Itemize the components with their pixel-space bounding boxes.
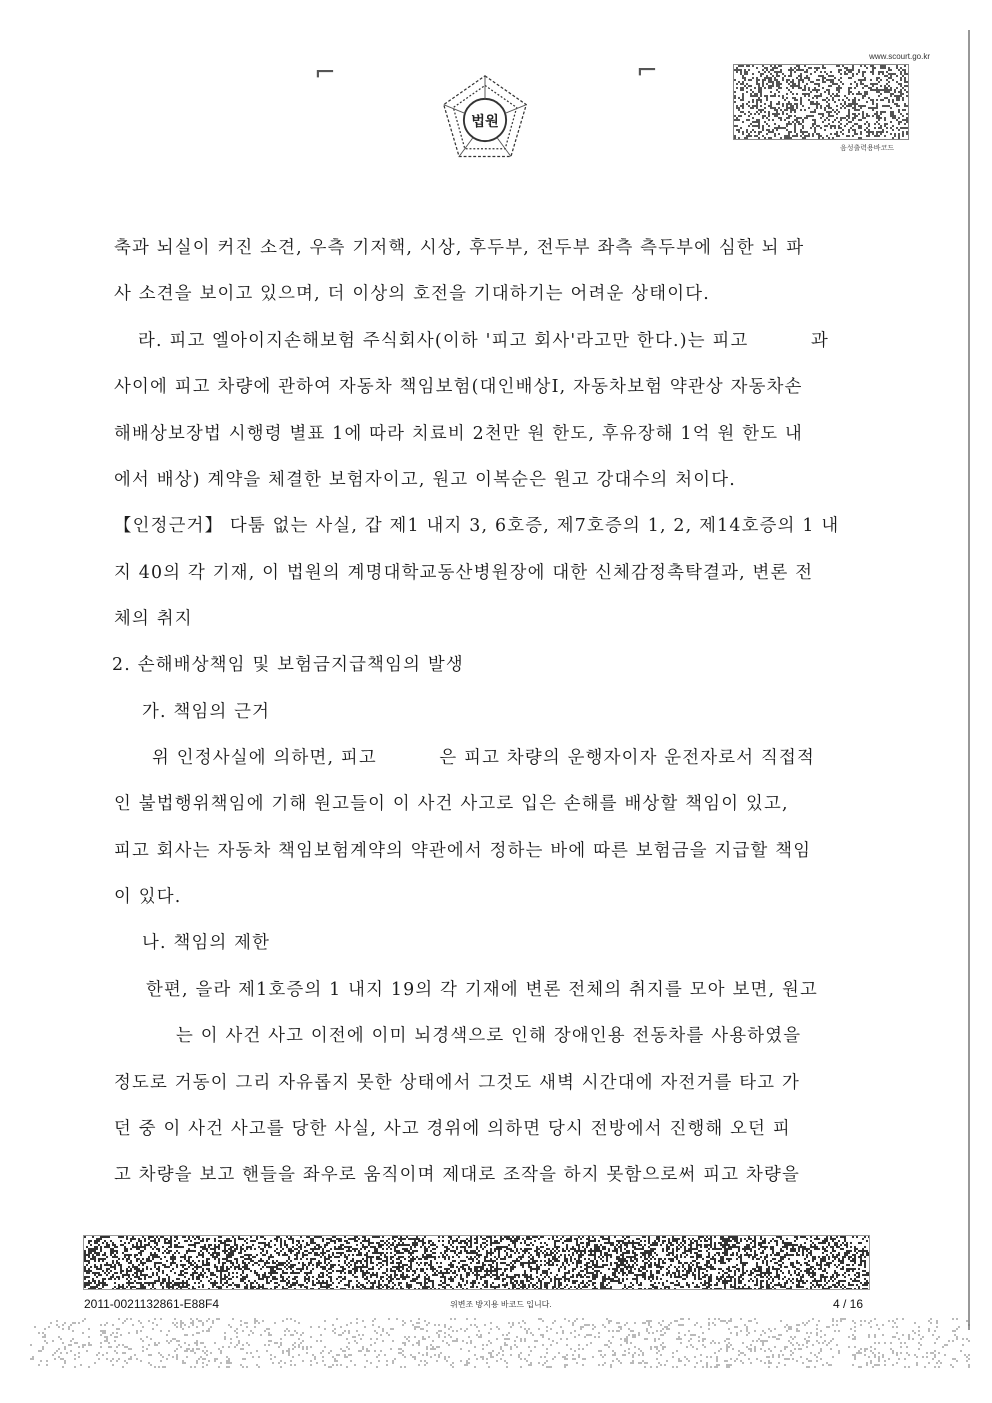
body-line: 사 소견을 보이고 있으며, 더 이상의 호전을 기대하기는 어려운 상태이다. bbox=[114, 284, 710, 304]
court-seal-icon bbox=[437, 72, 533, 168]
body-line: 해배상보장법 시행령 별표 1에 따라 치료비 2천만 원 한도, 후유장해 1억 원 한도 내 bbox=[114, 424, 803, 444]
body-line: 사이에 피고 차량에 관하여 자동차 책임보험(대인배상Ⅰ, 자동차보험 약관상 자동차손 bbox=[114, 377, 803, 397]
body-line: 에서 배상) 계약을 체결한 보험자이고, 원고 이복순은 원고 강대수의 처이다. bbox=[114, 470, 736, 490]
section-heading: 2. 손해배상책임 및 보험금지급책임의 발생 bbox=[112, 655, 464, 675]
qr-caption: 음성출력용바코드 bbox=[840, 145, 895, 152]
barcode-pattern-icon bbox=[734, 65, 909, 140]
body-line: 축과 뇌실이 커진 소견, 우측 기저핵, 시상, 후두부, 전두부 좌측 측두부에 심한 뇌 파 bbox=[114, 238, 805, 258]
body-line: 는 이 사건 사고 이전에 이미 뇌경색으로 인해 장애인용 전동차를 사용하였을 bbox=[176, 1026, 802, 1046]
body-line: 한편, 을라 제1호증의 1 내지 19의 각 기재에 변론 전체의 취지를 모아 보면, 원고 bbox=[146, 980, 818, 1000]
seal-text: 법원 bbox=[471, 113, 499, 130]
body-line: 위 인정사실에 의하면, 피고 은 피고 차량의 운행자이자 운전자로서 직접적 bbox=[152, 748, 816, 768]
subsection-heading: 나. 책임의 제한 bbox=[142, 933, 271, 953]
barcode-pattern-icon bbox=[84, 1236, 870, 1290]
body-line: 체의 취지 bbox=[114, 609, 193, 629]
body-line: 정도로 거동이 그리 자유롭지 못한 상태에서 그것도 새벽 시간대에 자전거를 타고 가 bbox=[114, 1073, 800, 1093]
anti-forgery-barcode bbox=[83, 1235, 870, 1290]
barcode-note: 위변조 방지용 바코드 입니다. bbox=[450, 1300, 552, 1309]
body-line: 피고 회사는 자동차 책임보험계약의 약관에서 정하는 바에 따른 보험금을 지급할 책임 bbox=[114, 841, 812, 861]
scan-noise bbox=[30, 1318, 970, 1368]
body-line: 【인정근거】 다툼 없는 사실, 갑 제1 내지 3, 6호증, 제7호증의 1, 2, 제14호증의 1 내 bbox=[114, 516, 840, 536]
page-number: 4 / 16 bbox=[833, 1297, 864, 1311]
scan-mark-right: ⌐ bbox=[636, 56, 658, 86]
body-line: 인 불법행위책임에 기해 원고들이 이 사건 사고로 입은 손해를 배상할 책임이 있고, bbox=[114, 794, 789, 814]
body-line: 라. 피고 엘아이지손해보험 주식회사(이하 '피고 회사'라고만 한다.)는 피고 과 bbox=[138, 331, 829, 351]
page-edge-rule bbox=[968, 30, 970, 1330]
body-line: 고 차량을 보고 핸들을 좌우로 움직이며 제대로 조작을 하지 못함으로써 피고 차량을 bbox=[114, 1165, 800, 1185]
scan-mark-left: ⌐ bbox=[314, 58, 336, 88]
print-barcode bbox=[733, 64, 909, 140]
body-line: 이 있다. bbox=[114, 887, 182, 907]
subsection-heading: 가. 책임의 근거 bbox=[142, 702, 271, 722]
body-line: 지 40의 각 기재, 이 법원의 계명대학교동산병원장에 대한 신체감정촉탁결과, 변론 전 bbox=[114, 563, 814, 583]
qr-url: www.scourt.go.kr bbox=[869, 52, 930, 61]
body-line: 던 중 이 사건 사고를 당한 사실, 사고 경위에 의하면 당시 전방에서 진행해 오던 피 bbox=[114, 1119, 791, 1139]
document-id: 2011-0021132861-E88F4 bbox=[84, 1297, 219, 1311]
